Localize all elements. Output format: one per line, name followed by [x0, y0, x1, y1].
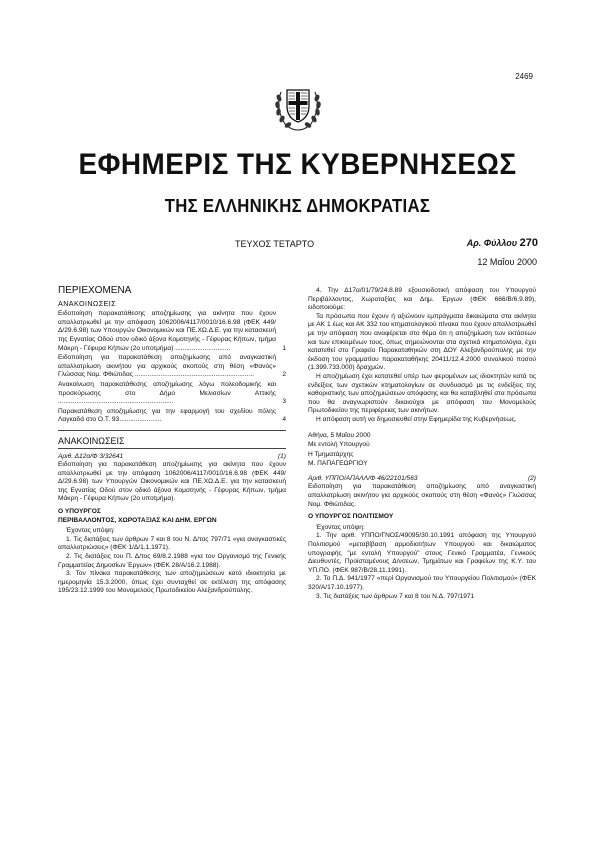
body-paragraph: Τα πρόσωπα που έχουν ή αξιώνουν εμπράγματα δικαιώματα στα ακίνητα με ΑΚ 1 έως και ΑΚ 332 του κτηματολογικού πίνακα που έχουν απαλλοτριωθεί με την απόφαση που αναφέρεται στο θέμα ότι η αποζημίωση των εκτάσεων και των επικειμένων τους, όπως σημειώνονται στα σχετικά κτηματολόγια, έχει κατατεθεί στο Γραφείο Παρακαταθηκών στη ΔΟΥ Αλεξανδρούπολης με την έκδοση του γραμματίου παρακαταθήκης 20411/12.4.2000 συνολικού ποσού (1.399.733.000) δραχμών. — [308, 312, 536, 372]
left-column — [58, 287, 286, 596]
sign-order: Με εντολή Υπουργού — [308, 441, 370, 449]
section-heading: ΑΝΑΚΟΙΝΩΣΕΙΣ — [58, 435, 125, 446]
toc-item-text: Ειδοποίηση παρακατάθεσης αποζημίωσης για ακίνητα που έχουν απαλλοτριωθεί με την απόφαση 1062006/4117/0010/16.6.98 (ΦΕΚ 449/Δ/29.6.98) των Υπουργών Οικονομικών και ΠΕ.ΧΩ.Δ.Ε. για την κατασκευή της Εγνατίας Οδού στον οδικό άξονα Κομοτηνής - Γέφυρας Κήπων, τμήμα Μάκρη - Γέφυρα Κήπων (2ο υποτμήμα) .............................. — [58, 310, 276, 352]
gazette-title: ΕΦΗΜΕΡΙΣ ΤΗΣ ΚΥΒΕΡΝΗΣΕΩΣ — [78, 148, 517, 181]
gazette-subtitle: ΤΗΣ ΕΛΛΗΝΙΚΗΣ ΔΗΜΟΚΡΑΤΙΑΣ — [164, 196, 431, 216]
sign-role: Η Τμηματάρχης — [308, 450, 354, 458]
toc-item-text: Παρακατάθεση αποζημίωσης για την εφαρμογή του σχεδίου πόλης Λαγκαδά στο Ο.Τ. 93....................... — [58, 407, 276, 424]
volume-label: ΤΕΥΧΟΣ ΤΕΤΑΡΤΟ — [235, 239, 315, 249]
having-considered: Έχοντας υπόψη: — [316, 523, 365, 531]
notice-ref-number: Αριθ. Δ12α/Φ 3/32641 — [58, 452, 124, 460]
sheet-number-value: 270 — [519, 237, 538, 249]
consideration-item: 1. Τις διατάξεις των άρθρων 7 και 8 του Ν. Δ/τος 797/71 «για αναγκαστικές απαλλοτριώσεις» (ΦΕΚ 1/Δ/1.1.1971). — [58, 535, 286, 552]
notice-ref-number: Αριθ. ΥΠΠΟ/ΑΠΑΛΛ/Φ 46/22101/563 — [308, 474, 418, 482]
consideration-item: 1. Την αριθ. ΥΠΠΟ/ΓΝΟΣ/49095/30.10.1991 απόφαση της Υπουργού Πολιτισμού «μεταβίβαση αρμοδιοτήτων Υπουργού και δικαιώματος υπογραφής "με εντολή Υπουργού" στους Γενικό Γραμματέα, Γενικούς Διευθυντές, Προϊσταμένους Δ/νσεων, Τμημάτων και Γραφείων της Κ.Υ. του ΥΠ.ΠΟ. (ΦΕΚ 987/Β/28.11.1991). — [308, 532, 536, 574]
divider — [58, 448, 286, 449]
minister-heading: Ο ΥΠΟΥΡΓΟΣ ΠΕΡΙΒΑΛΛΟΝΤΟΣ, ΧΩΡΟΤΑΞΙΑΣ ΚΑΙ ΔΗΜ. ΕΡΓΩΝ — [58, 508, 217, 524]
toc-item-page: 2 — [282, 371, 286, 379]
toc-item-page: 1 — [282, 344, 286, 352]
toc-item-text: Ανακοίνωση παρακατάθεσης αποζημίωσης λόγω πολεοδομικής και προσκύρωσης στο Δήμο Μελισσίων Αττικής ............................................................... — [58, 380, 276, 406]
sheet-number — [467, 237, 538, 249]
toc-item-page: 3 — [282, 398, 286, 406]
toc-heading: ΠΕΡΙΕΧΟΜΕΝΑ — [58, 285, 132, 296]
issue-line — [60, 239, 538, 253]
having-considered: Έχοντας υπόψη: — [66, 527, 115, 535]
toc-subheading: ΑΝΑΚΟΙΝΩΣΕΙΣ — [58, 298, 116, 308]
consideration-item: 2. Το Π.Δ. 941/1977 «περί Οργανισμού του Υπουργείου Πολιτισμού» (ΦΕΚ 320/Α/17.10.1977). — [308, 575, 536, 591]
notice-summary: Ειδοποίηση για παρακατάθεση αποζημίωσης από αναγκαστική απαλλοτρίωση ακινήτου για αρχικούς σκοπούς στη θέση «Φανός» Γλώσσας Νομ. Φθιώτιδας. — [308, 483, 536, 508]
body-paragraph: Η αποζημίωση έχει κατατεθεί υπέρ των φερομένων ως ιδιοκτητών κατά τις ενδείξεις των σχετικών κτηματολογίων σε συνδυασμό με τις ενδείξεις της καθοριστικής των αποζημιώσεων απόφασης και θα καταβληθεί στα πρόσωπα που θα αναγνωριστούν δικαιούχοι με απόφαση του Μονομελούς Πρωτοδικείου της περιφέρειας των ακινήτων. — [308, 372, 536, 415]
notice-reference — [58, 453, 286, 462]
issue-date: 12 Μαΐου 2000 — [477, 257, 537, 267]
coat-of-arms-emblem — [271, 80, 325, 134]
right-column — [308, 287, 536, 601]
toc-item[interactable] — [58, 381, 286, 407]
consideration-item: 4. Την Δ17α/01/79/24.8.89 εξουσιοδοτική απόφαση του Υπουργού Περιβάλλοντος, Χωροταξίας και Δημ. Έργων (ΦΕΚ 666/Β/6.9.89), ειδοποιούμε: — [308, 287, 536, 312]
sign-place-date: Αθήνα, 5 Μαΐου 2000 — [308, 431, 371, 439]
sign-name: Μ. ΠΑΠΑΓΕΩΡΓΙΟΥ — [308, 460, 368, 468]
minister-heading: Ο ΥΠΟΥΡΓΟΣ ΠΟΛΙΤΙΣΜΟΥ — [308, 513, 394, 521]
notice-index: (2) — [527, 474, 536, 482]
divider — [58, 430, 286, 431]
body-paragraph: Η απόφαση αυτή να δημοσιευθεί στην Εφημερίδα της Κυβερνήσεως. — [316, 415, 517, 423]
toc-item-page: 4 — [282, 416, 286, 424]
consideration-item: 3. Τις διατάξεις των άρθρων 7 και 8 του Ν.Δ. 797/1971 — [316, 592, 475, 600]
consideration-item: 2. Τις διατάξεις του Π. Δ/τος 69/8.2.1988 «για τον Οργανισμό της Γενικής Γραμματείας Δημοσίων Έργων» (ΦΕΚ 28/Α/16.2.1988). — [58, 553, 286, 569]
sheet-label: Αρ. Φύλλου — [466, 238, 518, 248]
notice-summary: Ειδοποίηση για παρακατάθεση αποζημίωσης για ακίνητα που έχουν απαλλοτριωθεί με την απόφαση 1062006/4117/0010/16.6.98 (ΦΕΚ 449/Δ/29.6.98) των Υπουργών Οικονομικών και ΠΕ.ΧΩ.Δ.Ε. για την κατασκευή της Εγνατίας Οδού στον οδικό άξονα Κομοτηνής - Γέφυρας Κήπων, τμήμα Μάκρη - Γέφυρα Κήπων (2ο υποτμήμα). — [58, 461, 286, 503]
toc-item[interactable] — [58, 310, 286, 353]
notice-index: (1) — [277, 452, 286, 460]
toc-item-text: Ειδοποίηση για παρακατάθεση αποζημίωσης από αναγκαστική απαλλοτρίωση ακινήτου για αρχικούς σκοπούς στη θέση «Φανός» Γλώσσας Νομ. Φθιώτιδας ................................................................. — [58, 354, 276, 379]
consideration-item: 3. Τον πίνακα παρακατάθεσης των αποζημιώσεων κατά ιδιοκτησία με ημερομηνία 15.3.2000, όπως έχει συνταχθεί σε εκτέλεση της απόφασης 195/23.12.1999 του Μονομελούς Πρωτοδικείου Αλεξανδρούπολης. — [58, 570, 286, 595]
toc-item[interactable] — [58, 408, 286, 425]
page-number: 2469 — [515, 72, 533, 81]
toc-item[interactable] — [58, 354, 286, 380]
